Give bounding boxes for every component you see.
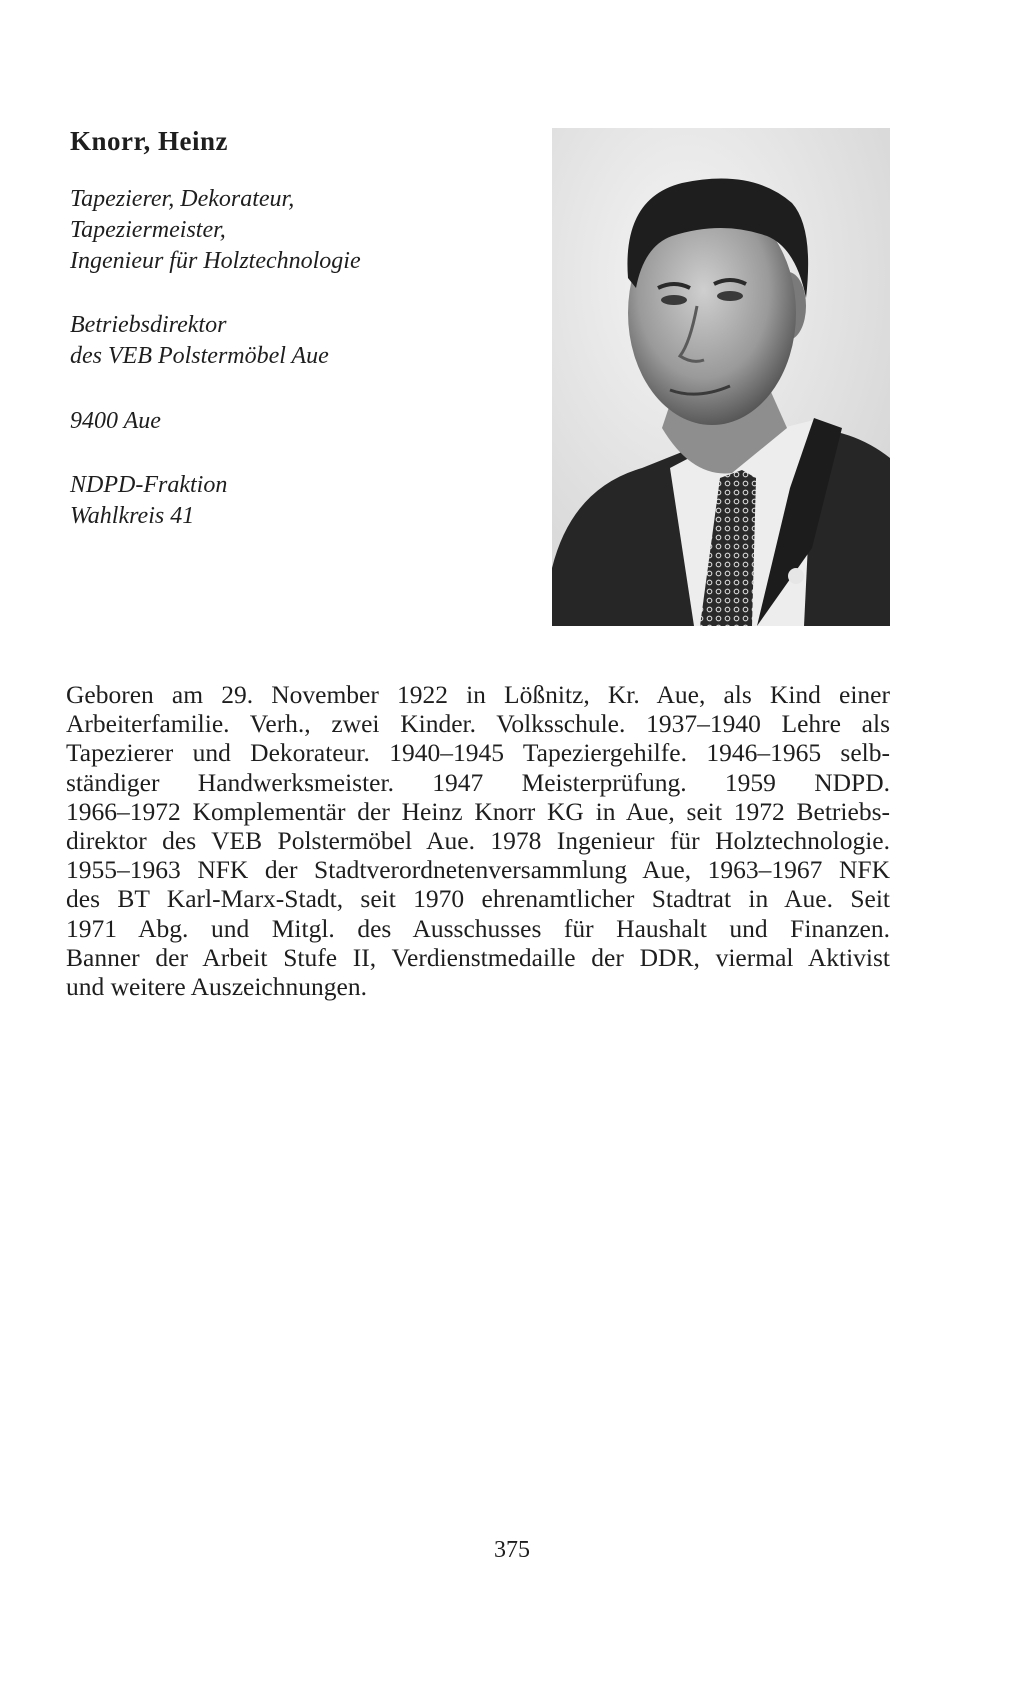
faction-line: NDPD-Fraktion — [70, 472, 228, 498]
position — [70, 310, 329, 372]
position-line: Betriebsdirektor — [70, 312, 227, 338]
biography — [66, 680, 890, 1001]
biography-line: 1966–1972 Komplementär der Heinz Knorr KG in Aue, seit 1972 Betriebs- — [66, 796, 890, 826]
constituency-line: Wahlkreis 41 — [70, 503, 195, 529]
entry-name: Knorr, Heinz — [70, 126, 228, 156]
biography-line: direktor des VEB Polstermöbel Aue. 1978 Ingenieur für Holztechnologie. — [66, 826, 890, 856]
biography-line: des BT Karl-Marx-Stadt, seit 1970 ehrenamtlicher Stadtrat in Aue. Seit — [66, 884, 890, 914]
profession-line: Tapeziermeister, — [70, 217, 226, 243]
biography-line: 1955–1963 NFK der Stadtverordnetenversammlung Aue, 1963–1967 NFK — [66, 855, 890, 885]
biography-line: Banner der Arbeit Stufe II, Verdienstmedaille der DDR, viermal Aktivist — [66, 942, 890, 972]
portrait-photo — [552, 128, 890, 626]
address — [70, 406, 161, 437]
position-line: des VEB Polstermöbel Aue — [70, 343, 329, 369]
biography-line: 1971 Abg. und Mitgl. des Ausschusses für Haushalt und Finanzen. — [66, 913, 890, 943]
biography-line: ständiger Handwerksmeister. 1947 Meisterprüfung. 1959 NDPD. — [66, 767, 890, 797]
address-line: 9400 Aue — [70, 408, 161, 434]
page-number: 375 — [494, 1537, 530, 1563]
biography-line: Arbeiterfamilie. Verh., zwei Kinder. Volksschule. 1937–1940 Lehre als — [66, 709, 890, 739]
profession-line: Tapezierer, Dekorateur, — [70, 186, 295, 212]
biography-line: und weitere Auszeichnungen. — [66, 972, 367, 1002]
profession-line: Ingenieur für Holztechnologie — [70, 248, 361, 274]
professions — [70, 184, 361, 277]
faction — [70, 470, 227, 532]
biography-line: Geboren am 29. November 1922 in Lößnitz, Kr. Aue, als Kind einer — [66, 680, 890, 709]
biography-line: Tapezierer und Dekorateur. 1940–1945 Tapeziergehilfe. 1946–1965 selb- — [66, 738, 890, 768]
